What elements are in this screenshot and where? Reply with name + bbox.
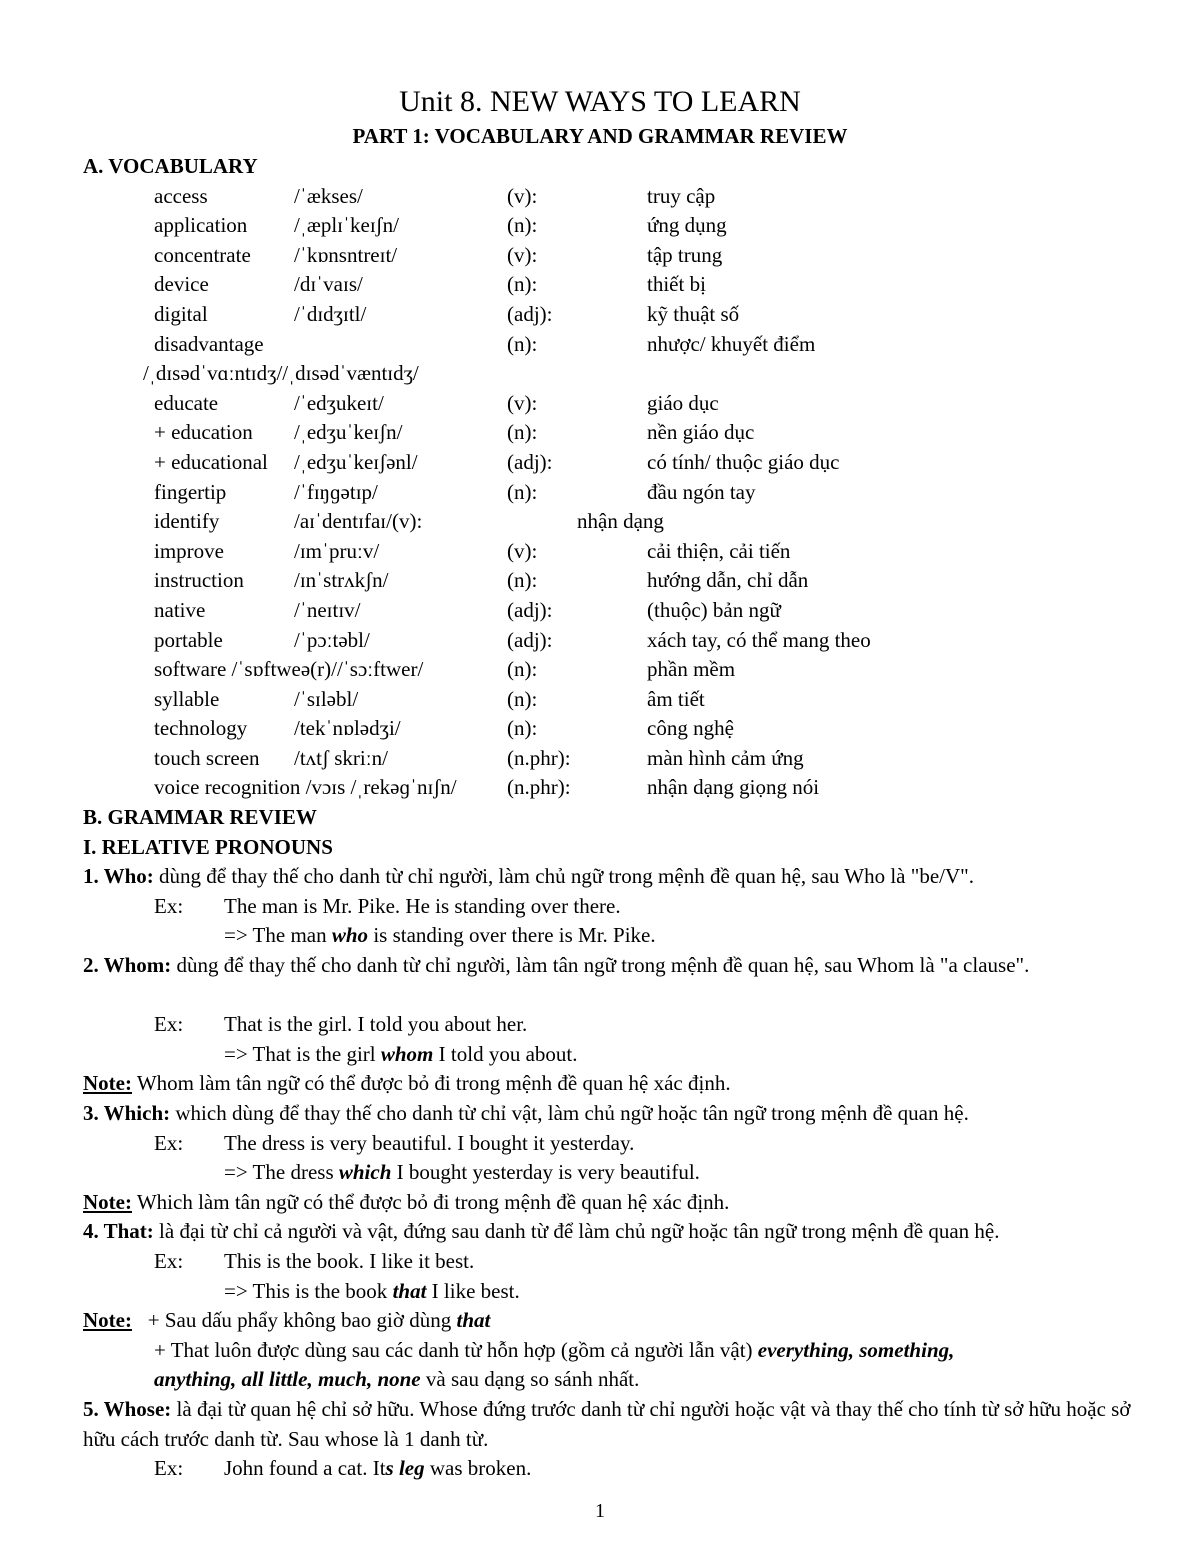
vocab-ipa: /ˈkɒnsntreɪt/ [294, 242, 398, 267]
vocab-meaning: hướng dẫn, chỉ dẫn [647, 568, 809, 593]
note-emphasis: everything, something, [757, 1337, 955, 1362]
vocab-meaning: nhận dạng [577, 509, 664, 534]
vocab-meaning: công nghệ [647, 716, 734, 741]
vocab-pos: (adj): [507, 627, 553, 652]
note-label: Note: [83, 1189, 132, 1214]
vocab-word: access [154, 183, 208, 208]
subsection-relative-pronouns: I. RELATIVE PRONOUNS [83, 834, 333, 859]
example-label: Ex: [154, 893, 184, 918]
vocab-row [83, 685, 1143, 715]
vocab-pos: (adj): [507, 597, 553, 622]
vocab-ipa: /tʌtʃ skriːn/ [294, 745, 388, 770]
vocab-word: + educational [154, 449, 268, 474]
vocab-pos: (adj): [507, 301, 553, 326]
rule-heading: 4. That: [83, 1219, 154, 1244]
vocab-meaning: nhược/ khuyết điểm [647, 331, 816, 356]
vocab-meaning: giáo dục [647, 390, 719, 415]
example-result [83, 1277, 1143, 1307]
example-text: I bought yesterday is very beautiful. [391, 1160, 700, 1185]
example-result [83, 921, 1143, 951]
vocab-word: native [154, 597, 206, 622]
vocab-ipa-continuation: /ˌdɪsədˈvɑːntɪdʒ//ˌdɪsədˈvæntɪdʒ/ [143, 361, 419, 386]
rule-description: là đại từ chỉ cả người và vật, đứng sau danh từ để làm chủ ngữ hoặc tân ngữ trong mệnh đề quan hệ. [153, 1219, 1000, 1244]
note-text: Which làm tân ngữ có thể được bỏ đi trong mệnh đề quan hệ xác định. [131, 1189, 730, 1214]
rule-description: dùng để thay thế cho danh từ chỉ người, làm chủ ngữ trong mệnh đề quan hệ, sau Who là "be/V". [153, 864, 974, 889]
example-label: Ex: [154, 1130, 184, 1155]
note-label: Note: [83, 1308, 132, 1333]
vocab-pos: (n): [507, 272, 538, 297]
rule-heading: 3. Which: [83, 1101, 171, 1125]
vocab-pos: (v): [507, 242, 538, 267]
vocab-ipa: /ˈsɪləbl/ [294, 686, 359, 711]
section-vocabulary-heading: A. VOCABULARY [83, 154, 258, 178]
example-line [83, 1454, 1143, 1484]
rule-whose [83, 1395, 1143, 1454]
note-line [83, 1306, 1143, 1336]
example-emphasis: s leg [385, 1456, 425, 1481]
vocab-pos: (adj): [507, 449, 553, 474]
note-line [83, 1069, 1143, 1099]
relative-pronoun: who [331, 923, 369, 948]
section-grammar-heading: B. GRAMMAR REVIEW [83, 805, 317, 830]
vocab-pos: (n.phr): [507, 775, 571, 800]
vocab-ipa: /ˈpɔːtəbl/ [294, 627, 370, 652]
vocab-word: syllable [154, 686, 220, 711]
vocab-ipa: /ˈfɪŋɡətɪp/ [294, 479, 378, 504]
example-text: The dress is very beautiful. I bought it yesterday. [224, 1130, 635, 1155]
vocab-pos: (v): [507, 183, 538, 208]
vocab-row [83, 744, 1143, 774]
vocab-ipa: /ˈækses/ [294, 183, 363, 208]
rule-heading: 1. Who: [83, 864, 154, 889]
vocab-meaning: thiết bị [647, 272, 706, 297]
vocab-row [83, 300, 1143, 330]
vocab-word: instruction [154, 568, 244, 593]
vocab-meaning: phần mềm [647, 657, 736, 682]
relative-pronoun: that [392, 1278, 427, 1303]
example-text: I told you about. [433, 1041, 578, 1066]
page-subtitle: PART 1: VOCABULARY AND GRAMMAR REVIEW [352, 124, 848, 148]
vocab-meaning: đầu ngón tay [647, 479, 756, 504]
example-label: Ex: [154, 1456, 184, 1481]
vocab-meaning: (thuộc) bản ngữ [647, 597, 781, 622]
vocab-pos: (n): [507, 568, 538, 593]
example-line [83, 892, 1143, 922]
vocab-pos: (n): [507, 420, 538, 445]
example-text: was broken. [424, 1456, 532, 1481]
vocab-pos: (n): [507, 657, 538, 682]
vocab-ipa: /ˈneɪtɪv/ [294, 597, 361, 622]
vocab-ipa: /ˌæplɪˈkeɪʃn/ [294, 213, 399, 238]
rule-heading: 5. Whose: [83, 1396, 172, 1421]
note-label: Note: [83, 1071, 132, 1096]
vocab-word: concentrate [154, 242, 251, 267]
vocab-row [83, 241, 1143, 271]
vocab-row [83, 182, 1143, 212]
example-text: I like best. [426, 1278, 520, 1303]
relative-pronoun: which [338, 1160, 392, 1185]
vocab-word: fingertip [154, 479, 227, 504]
vocab-meaning: âm tiết [647, 686, 705, 711]
vocab-meaning: có tính/ thuộc giáo dục [647, 449, 840, 474]
vocab-row [83, 566, 1143, 596]
note-text: Whom làm tân ngữ có thể được bỏ đi trong mệnh đề quan hệ xác định. [131, 1071, 731, 1096]
note-text: + Sau dấu phẩy không bao giờ dùng [131, 1308, 457, 1333]
vocab-pos: (v): [507, 390, 538, 415]
example-line [83, 1247, 1143, 1277]
example-text: This is the book. I like it best. [224, 1248, 475, 1273]
note-line [83, 1365, 1143, 1395]
vocab-pos: (n): [507, 479, 538, 504]
vocab-row [83, 389, 1143, 419]
vocab-meaning: tập trung [647, 242, 723, 267]
vocab-ipa: /ˈdɪdʒɪtl/ [294, 301, 367, 326]
vocab-row [83, 211, 1143, 241]
vocab-word: identify [154, 509, 220, 534]
example-text: John found a cat. It [224, 1456, 386, 1481]
vocab-pos: (n): [507, 331, 538, 356]
example-text: The man is Mr. Pike. He is standing over there. [224, 893, 621, 918]
example-result [83, 1040, 1143, 1070]
vocab-ipa: /ɪnˈstrʌkʃn/ [294, 568, 389, 593]
note-emphasis: anything, all little, much, none [154, 1367, 421, 1392]
vocab-row [83, 655, 1143, 685]
example-label: Ex: [154, 1248, 184, 1273]
rule-who [83, 862, 1143, 892]
rule-heading: 2. Whom: [83, 953, 172, 978]
vocab-pos: (n): [507, 716, 538, 741]
vocab-row [83, 773, 1143, 803]
example-line [83, 1010, 1143, 1040]
relative-pronoun: whom [380, 1041, 434, 1066]
vocab-meaning: kỹ thuật số [647, 301, 740, 326]
example-text: That is the girl. I told you about her. [224, 1012, 528, 1037]
vocab-meaning: màn hình cảm ứng [647, 745, 804, 770]
vocab-row [83, 418, 1143, 448]
vocab-word: disadvantage [154, 331, 264, 356]
vocab-word-ipa: software /ˈsɒftweə(r)//ˈsɔːftwer/ [154, 657, 424, 682]
vocab-row [83, 448, 1143, 478]
vocab-word: application [154, 213, 248, 238]
vocab-row [83, 330, 1143, 360]
vocab-word: touch screen [154, 745, 260, 770]
vocab-meaning: xách tay, có thể mang theo [647, 627, 871, 652]
example-text: => That is the girl [224, 1041, 381, 1066]
note-line [83, 1336, 1143, 1366]
vocab-ipa: /ɪmˈpruːv/ [294, 538, 380, 563]
vocab-meaning: ứng dụng [647, 213, 727, 238]
vocab-word: device [154, 272, 209, 297]
vocab-word: technology [154, 716, 248, 741]
example-text: => The dress [224, 1160, 339, 1185]
vocab-meaning: cải thiện, cải tiến [647, 538, 791, 563]
note-line [83, 1188, 1143, 1218]
note-text: + That luôn được dùng sau các danh từ hỗn hợp (gồm cả người lẫn vật) [154, 1337, 758, 1362]
vocab-word: portable [154, 627, 223, 652]
rule-description: which dùng để thay thế cho danh từ chỉ vật, làm chủ ngữ hoặc tân ngữ trong mệnh đề quan hệ. [170, 1101, 969, 1125]
vocab-meaning: nhận dạng giọng nói [647, 775, 820, 800]
rule-which [83, 1099, 1143, 1129]
vocab-ipa: /ˌedʒuˈkeɪʃn/ [294, 420, 403, 445]
vocab-pos: (v): [507, 538, 538, 563]
vocab-ipa: /ˈedʒukeɪt/ [294, 390, 384, 415]
vocab-ipa: /dɪˈvaɪs/ [294, 272, 363, 297]
vocab-row [83, 478, 1143, 508]
page-number: 1 [595, 1500, 605, 1522]
vocab-row [83, 714, 1143, 744]
vocab-word: digital [154, 301, 208, 326]
example-label: Ex: [154, 1012, 184, 1037]
vocab-word: + education [154, 420, 253, 445]
note-text: và sau dạng so sánh nhất. [420, 1367, 640, 1392]
example-text: => This is the book [224, 1278, 393, 1303]
vocab-meaning: truy cập [647, 183, 716, 208]
example-text: is standing over there is Mr. Pike. [368, 923, 656, 948]
rule-whom [83, 951, 1143, 1010]
example-line [83, 1129, 1143, 1159]
vocab-ipa: /tekˈnɒlədʒi/ [294, 716, 401, 741]
vocab-word-ipa: voice recognition /vɔɪs /ˌrekəɡˈnɪʃn/ [154, 775, 457, 800]
example-result [83, 1158, 1143, 1188]
vocab-pos: (n.phr): [507, 745, 571, 770]
vocab-ipa: /aɪˈdentɪfaɪ/(v): [294, 509, 423, 534]
rule-that [83, 1217, 1143, 1247]
vocab-ipa: /ˌedʒuˈkeɪʃənl/ [294, 449, 418, 474]
vocab-word: improve [154, 538, 224, 563]
relative-pronoun: that [456, 1308, 491, 1333]
page-title: Unit 8. NEW WAYS TO LEARN [399, 85, 801, 118]
example-text: => The man [224, 923, 332, 948]
document-body [83, 152, 1143, 1484]
vocab-row [83, 507, 1143, 537]
vocab-pos: (n): [507, 213, 538, 238]
vocab-row [83, 537, 1143, 567]
vocab-row [83, 596, 1143, 626]
vocab-row [83, 270, 1143, 300]
vocab-row [83, 626, 1143, 656]
vocab-pos: (n): [507, 686, 538, 711]
rule-description: dùng để thay thế cho danh từ chỉ người, làm tân ngữ trong mệnh đề quan hệ, sau Whom là "a clause". [171, 953, 1030, 978]
rule-description: là đại từ quan hệ chỉ sở hữu. Whose đứng trước danh từ chỉ người hoặc vật và thay thế cho tính từ sở hữu hoặc sở hữu cách trước danh từ. Sau whose là 1 danh từ. [83, 1396, 1131, 1451]
vocab-meaning: nền giáo dục [647, 420, 755, 445]
vocab-word: educate [154, 390, 219, 415]
